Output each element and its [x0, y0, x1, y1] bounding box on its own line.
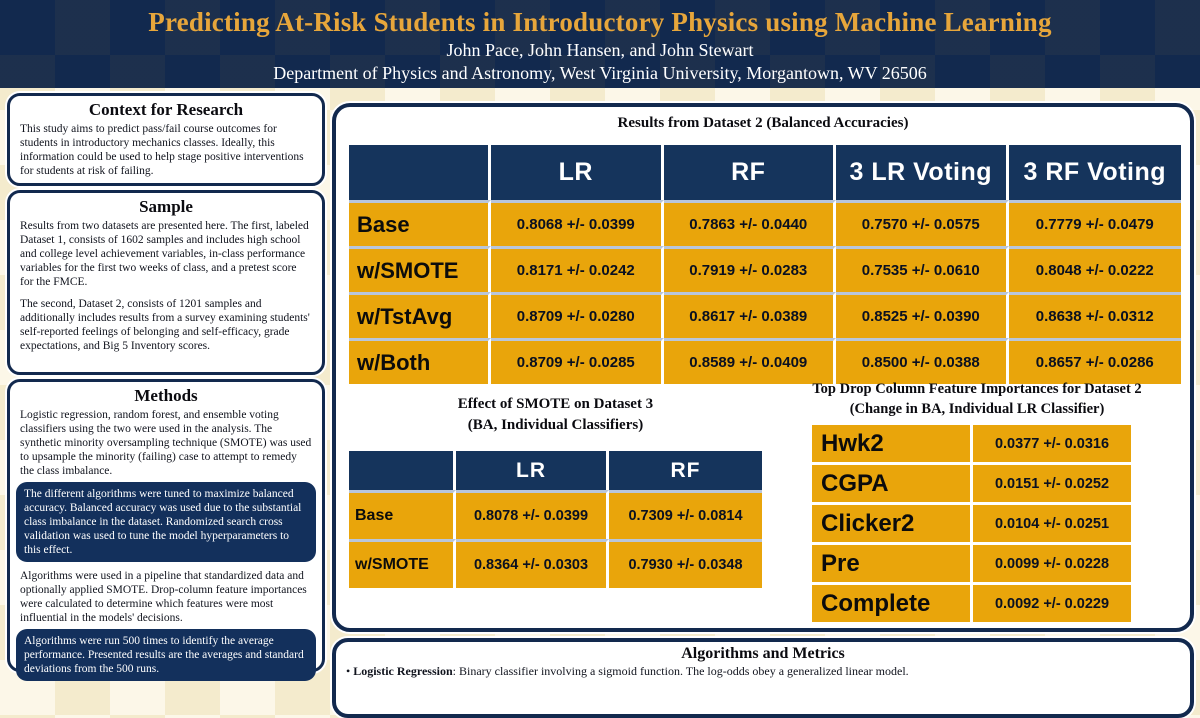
methods-callout-1: The different algorithms were tuned to maximize balanced accuracy. Balanced accuracy was used due to the substantial class imbalance in the dataset. Randomized search cross validation was used to tune the model hyperparameters to this effect.: [16, 482, 316, 562]
results-header-3lr: 3 LR Voting: [836, 145, 1009, 200]
smote-cell: 0.7309 +/- 0.0814: [609, 490, 762, 539]
importance-table: [812, 425, 1131, 622]
context-body: This study aims to predict pass/fail course outcomes for students in introductory mechanics classes. Ideally, this information could be used to help stage positive interventions for students at risk of failing.: [20, 123, 304, 178]
results-cell: 0.7570 +/- 0.0575: [836, 200, 1009, 246]
sample-paragraph-2: The second, Dataset 2, consists of 1201 samples and additionally includes results from a survey examining students' self-reported feelings of belonging and self-efficacy, grade expectations, and Big 5 Inventory scores.: [20, 298, 310, 353]
algorithms-panel: [332, 638, 1194, 718]
results-table: [349, 145, 1181, 384]
importance-cell: 0.0092 +/- 0.0229: [973, 585, 1131, 622]
importance-cell: 0.0104 +/- 0.0251: [973, 505, 1131, 542]
smote-header-lr: LR: [456, 451, 609, 490]
smote-cell: 0.7930 +/- 0.0348: [609, 539, 762, 588]
results-cell: 0.8617 +/- 0.0389: [664, 292, 837, 338]
smote-row-label: Base: [349, 490, 456, 539]
results-cell: 0.7863 +/- 0.0440: [664, 200, 837, 246]
importance-cell: 0.0099 +/- 0.0228: [973, 545, 1131, 582]
methods-paragraph-2: Algorithms were used in a pipeline that standardized data and optionally applied SMOTE. Drop-column feature importances were calculated to determine which features were most influential in the models' decisions.: [20, 570, 307, 625]
results-header-empty: [349, 145, 491, 200]
results-cell: 0.8709 +/- 0.0280: [491, 292, 664, 338]
results-cell: 0.8171 +/- 0.0242: [491, 246, 664, 292]
poster-authors: John Pace, John Hansen, and John Stewart: [446, 40, 754, 60]
smote-table-title: [349, 394, 762, 436]
results-cell: 0.7535 +/- 0.0610: [836, 246, 1009, 292]
smote-cell: 0.8078 +/- 0.0399: [456, 490, 609, 539]
poster-header: [0, 0, 1200, 88]
results-panel: [332, 103, 1194, 632]
smote-title-line2: (BA, Individual Classifiers): [467, 417, 644, 433]
methods-callout-2: Algorithms were run 500 times to identify the average performance. Presented results are the averages and standard deviations from the 500 runs.: [16, 629, 316, 681]
results-header-rf: RF: [664, 145, 837, 200]
importance-row-label: Pre: [812, 545, 970, 582]
results-cell: 0.8500 +/- 0.0388: [836, 338, 1009, 384]
results-header-3rf: 3 RF Voting: [1009, 145, 1182, 200]
methods-title: Methods: [134, 386, 198, 405]
smote-header-empty: [349, 451, 456, 490]
importance-title-line2: (Change in BA, Individual LR Classifier): [849, 401, 1105, 418]
results-cell: 0.8068 +/- 0.0399: [491, 200, 664, 246]
results-cell: 0.8638 +/- 0.0312: [1009, 292, 1182, 338]
methods-box: [7, 379, 325, 676]
context-box: [7, 93, 325, 186]
smote-row-label: w/SMOTE: [349, 539, 456, 588]
results-header-lr: LR: [491, 145, 664, 200]
algorithms-title: Algorithms and Metrics: [681, 645, 845, 662]
smote-header-rf: RF: [609, 451, 762, 490]
context-title: Context for Research: [88, 100, 244, 119]
importance-title-line1: Top Drop Column Feature Importances for Dataset 2: [812, 381, 1142, 397]
results-row-label: w/Both: [349, 338, 491, 384]
importance-cell: 0.0377 +/- 0.0316: [973, 425, 1131, 462]
sample-title: Sample: [139, 197, 193, 216]
importance-table-title: [766, 379, 1188, 420]
results-cell: 0.8589 +/- 0.0409: [664, 338, 837, 384]
results-cell: 0.7779 +/- 0.0479: [1009, 200, 1182, 246]
results-cell: 0.8048 +/- 0.0222: [1009, 246, 1182, 292]
importance-row-label: Clicker2: [812, 505, 970, 542]
results-row-label: w/SMOTE: [349, 246, 491, 292]
algorithms-bullet-logistic-regression: [346, 664, 1180, 679]
results-cell: 0.8657 +/- 0.0286: [1009, 338, 1182, 384]
poster-affiliation: Department of Physics and Astronomy, West Virginia University, Morgantown, WV 26506: [273, 63, 927, 83]
bullet-term: Logistic Regression: [353, 664, 453, 678]
results-row-label: w/TstAvg: [349, 292, 491, 338]
results-cell: 0.7919 +/- 0.0283: [664, 246, 837, 292]
results-row-label: Base: [349, 200, 491, 246]
results-cell: 0.8525 +/- 0.0390: [836, 292, 1009, 338]
smote-table: [349, 451, 762, 588]
importance-row-label: Hwk2: [812, 425, 970, 462]
smote-title-line1: Effect of SMOTE on Dataset 3: [457, 396, 654, 412]
bullet-marker: •: [346, 664, 354, 678]
smote-cell: 0.8364 +/- 0.0303: [456, 539, 609, 588]
importance-cell: 0.0151 +/- 0.0252: [973, 465, 1131, 502]
results-table-title: Results from Dataset 2 (Balanced Accuracies): [617, 115, 909, 131]
importance-row-label: CGPA: [812, 465, 970, 502]
sample-box: [7, 190, 325, 375]
importance-row-label: Complete: [812, 585, 970, 622]
methods-paragraph-1: Logistic regression, random forest, and ensemble voting classifiers using the two were used in the analysis. The synthetic minority oversampling technique (SMOTE) was used to upsample the minority (failing) case to attempt to remedy the class imbalance.: [20, 409, 312, 478]
bullet-text: : Binary classifier involving a sigmoid function. The log-odds obey a generalized linear model.: [452, 664, 909, 678]
poster-title: Predicting At-Risk Students in Introductory Physics using Machine Learning: [148, 7, 1052, 37]
sample-paragraph-1: Results from two datasets are presented here. The first, labeled Dataset 1, consists of 1602 samples and includes high school and college level achievement variables, in-class performance variables for the first two weeks of class, and a pretest score for the FMCE.: [20, 220, 309, 289]
results-cell: 0.8709 +/- 0.0285: [491, 338, 664, 384]
